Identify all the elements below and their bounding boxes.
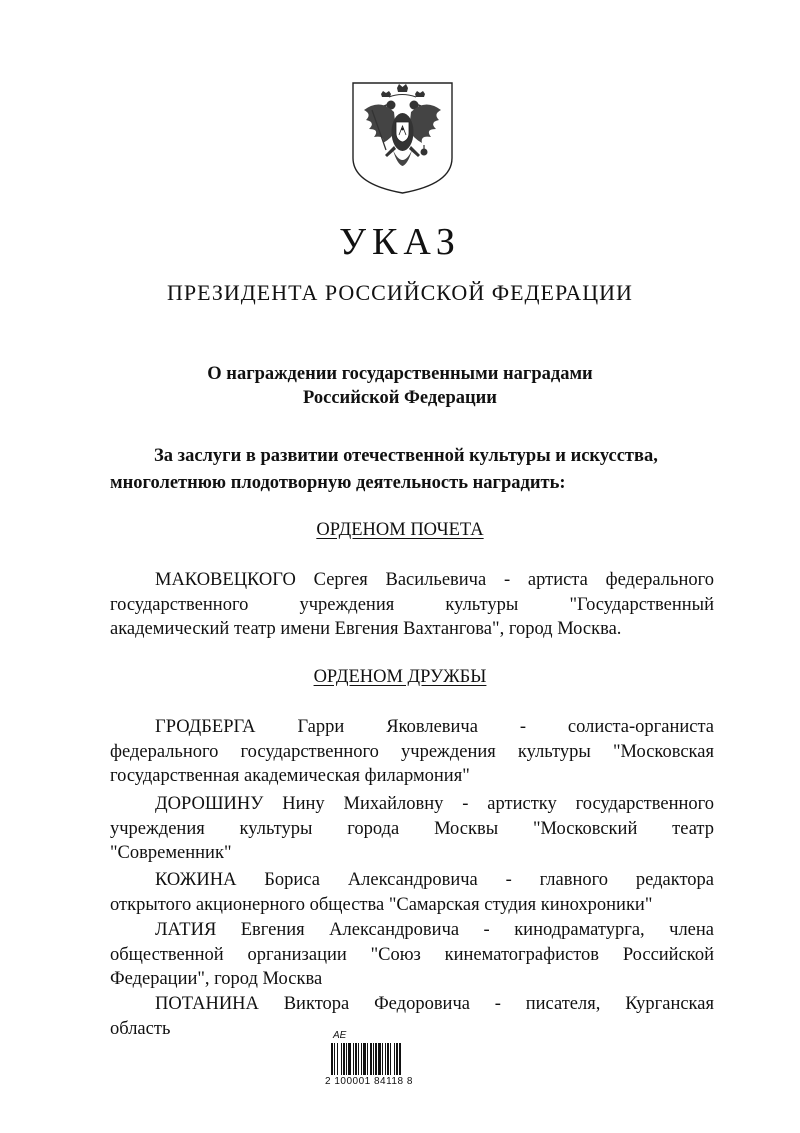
award-line: МАКОВЕЦКОГО Сергея Васильевича - артиста федерального [155, 570, 714, 590]
barcode-bar [399, 1043, 401, 1075]
award-line: область [110, 1018, 171, 1039]
barcode-bar [358, 1043, 359, 1075]
award-line: ПОТАНИНА Виктора Федоровича - писателя, Курганская [155, 994, 714, 1014]
order-heading-honour: ОРДЕНОМ ПОЧЕТА [316, 520, 484, 540]
award-line: государственного учреждения культуры "Государственный [110, 594, 714, 615]
award-line: общественной организации "Союз кинематографистов Российской [110, 944, 714, 965]
award-line: ЛАТИЯ Евгения Александровича - кинодраматурга, члена [155, 920, 714, 940]
heading-line: Российской Федерации [303, 388, 497, 408]
barcode-bar [390, 1043, 391, 1075]
award-line: "Современник" [110, 843, 232, 863]
barcode-bar [355, 1043, 357, 1075]
award-paragraph [110, 792, 714, 866]
heading-line: О награждении государственными наградами [207, 364, 593, 384]
barcode-bar [387, 1043, 389, 1075]
barcode-bar [373, 1043, 374, 1075]
barcode-bar [385, 1043, 386, 1075]
barcode-bar [334, 1043, 335, 1075]
award-line: учреждения культуры города Москвы "Московский театр [110, 818, 714, 839]
award-line: государственная академическая филармония" [110, 766, 470, 786]
barcode-bar [331, 1043, 333, 1075]
barcode-mark: АЕ [333, 1030, 347, 1041]
document-title: УКАЗ [339, 221, 461, 263]
award-line: федерального государственного учреждения культуры "Московская [110, 741, 714, 762]
award-paragraph [110, 918, 714, 992]
barcode-bar [382, 1043, 383, 1075]
barcode-bar [341, 1043, 342, 1075]
intro-line: многолетнюю плодотворную деятельность наградить: [110, 473, 566, 493]
award-paragraph [110, 868, 714, 917]
barcode-number: 2 100001 84118 8 [325, 1076, 413, 1087]
barcode-bar [343, 1043, 345, 1075]
barcode-bar [337, 1043, 338, 1075]
coat-of-arms-icon [350, 80, 455, 196]
barcode-bar [348, 1043, 351, 1075]
award-line: ГРОДБЕРГА Гарри Яковлевича - солиста-органиста [155, 717, 714, 737]
barcode-bar [361, 1043, 362, 1075]
award-paragraph [110, 992, 714, 1041]
barcode-icon [331, 1043, 429, 1075]
award-paragraph [110, 715, 714, 789]
award-line: Федерации", город Москва [110, 969, 323, 989]
award-line: открытого акционерного общества "Самарская студия кинохроники" [110, 894, 653, 915]
order-heading-friendship: ОРДЕНОМ ДРУЖБЫ [313, 667, 487, 687]
barcode-bar [353, 1043, 354, 1075]
decree-heading [0, 362, 800, 410]
award-line: КОЖИНА Бориса Александровича - главного редактора [155, 870, 714, 890]
decree-intro [110, 443, 714, 497]
intro-line: За заслуги в развитии отечественной культуры и искусства, [154, 446, 658, 466]
barcode-bar [396, 1043, 398, 1075]
barcode-bar [367, 1043, 368, 1075]
barcode-bar [363, 1043, 366, 1075]
document-subtitle: ПРЕЗИДЕНТА РОССИЙСКОЙ ФЕДЕРАЦИИ [167, 280, 633, 305]
award-line: ДОРОШИНУ Нину Михайловну - артистку государственного [155, 794, 714, 814]
barcode-bar [378, 1043, 381, 1075]
barcode-bar [370, 1043, 372, 1075]
barcode-bar [375, 1043, 377, 1075]
award-paragraph [110, 568, 714, 642]
barcode-bar [346, 1043, 347, 1075]
award-line: академический театр имени Евгения Вахтангова", город Москва. [110, 619, 622, 639]
barcode-bar [394, 1043, 395, 1075]
